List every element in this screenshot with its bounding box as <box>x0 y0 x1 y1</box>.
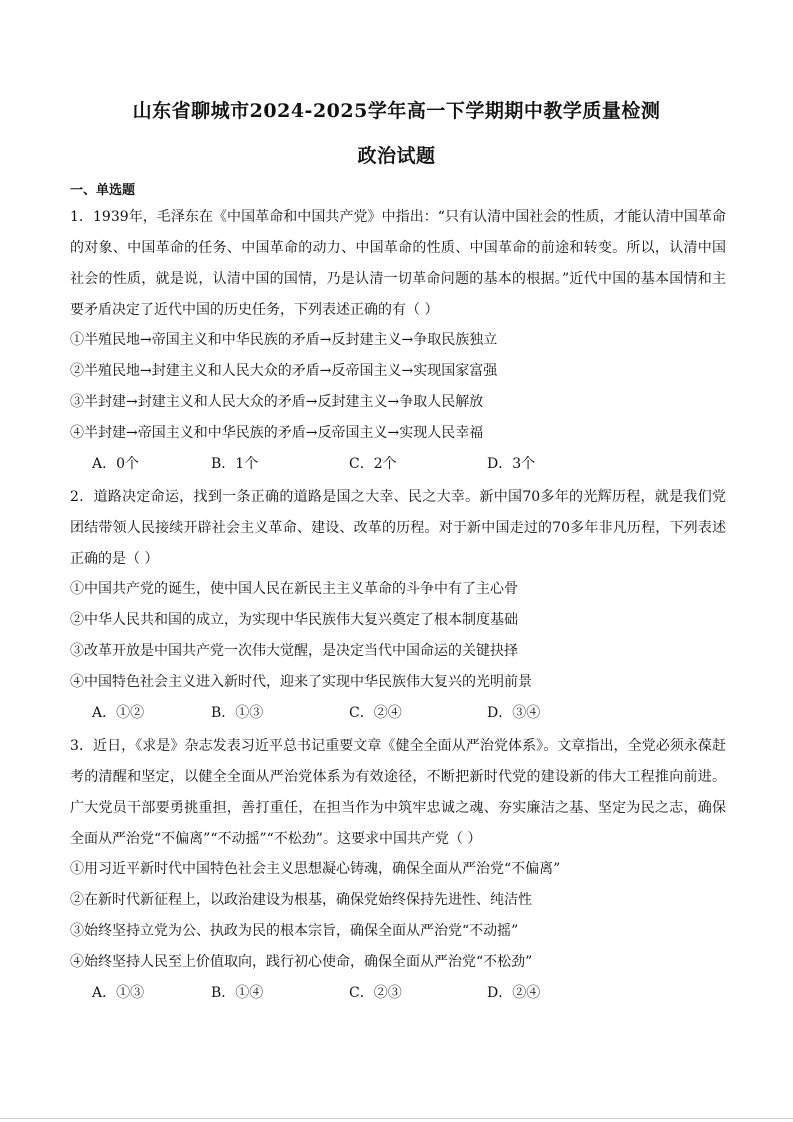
question-3-choice-b[interactable]: B．①④ <box>211 985 264 1001</box>
page-bottom-divider <box>0 1118 793 1119</box>
question-3-choice-c[interactable]: C．②③ <box>349 985 402 1001</box>
question-1-option-3: ③半封建→封建主义和人民大众的矛盾→反封建主义→争取人民解放 <box>70 394 484 410</box>
question-2-choice-a[interactable]: A．①② <box>92 705 145 721</box>
question-3-option-4: ④始终坚持人民至上价值取向，践行初心使命，确保全面从严治党“不松劲” <box>70 954 533 970</box>
question-2-choice-c[interactable]: C．②④ <box>349 705 402 721</box>
question-1-choice-d[interactable]: D．3个 <box>487 456 536 472</box>
question-1-choice-b[interactable]: B．1个 <box>211 456 259 472</box>
question-1-option-1: ①半殖民地→帝国主义和中华民族的矛盾→反封建主义→争取民族独立 <box>70 332 498 348</box>
question-3-choice-d[interactable]: D．②④ <box>487 985 541 1001</box>
question-2-choice-b[interactable]: B．①③ <box>211 705 264 721</box>
question-2-option-4: ④中国特色社会主义进入新时代，迎来了实现中华民族伟大复兴的光明前景 <box>70 674 532 690</box>
question-2-option-3: ③改革开放是中国共产党一次伟大觉醒，是决定当代中国命运的关键抉择 <box>70 643 518 659</box>
question-2-choice-d[interactable]: D．③④ <box>487 705 541 721</box>
question-1-stem: 1．1939年，毛泽东在《中国革命和中国共产党》中指出：“只有认清中国社会的性质，才能认清中国革命的对象、中国革命的任务、中国革命的动力、中国革命的性质、中国革命的前途和转变。所以，认清中国社会的性质，就是说，认清中国的国情，乃是认清一切革命问题的基本的根据。”近代中国的基本国情和主要矛盾决定了近代中国的历史任务，下列表述正确的有（ ） <box>70 209 726 318</box>
question-3-choice-a[interactable]: A．①③ <box>92 985 145 1001</box>
question-2-option-1: ①中国共产党的诞生，使中国人民在新民主主义革命的斗争中有了主心骨 <box>70 581 518 597</box>
question-1-option-2: ②半殖民地→封建主义和人民大众的矛盾→反帝国主义→实现国家富强 <box>70 363 498 379</box>
question-1-choice-c[interactable]: C．2个 <box>349 456 397 472</box>
question-3-stem: 3．近日，《求是》杂志发表习近平总书记重要文章《健全全面从严治党体系》。文章指出，全党必须永葆赶考的清醒和坚定，以健全全面从严治党体系为有效途径，不断把新时代党的建设新的伟大工程推向前进。广大党员干部要勇挑重担，善打重任，在担当作为中筑牢忠诚之魂、夯实廉洁之基、坚定为民之志，确保全面从严治党“不偏离”“不动摇”“不松劲”。这要求中国共产党（ ） <box>70 738 726 847</box>
question-3-option-2: ②在新时代新征程上，以政治建设为根基，确保党始终保持先进性、纯洁性 <box>70 892 532 908</box>
section-heading: 一、单选题 <box>70 183 136 198</box>
page-title: 山东省聊城市2024-2025学年高一下学期期中教学质量检测 <box>132 100 661 122</box>
question-2-stem: 2．道路决定命运，找到一条正确的道路是国之大幸、民之大幸。新中国70多年的光辉历程，就是我们党团结带领人民接续开辟社会主义革命、建设、改革的历程。对于新中国走过的70多年非凡历程，下列表述正确的是（ ） <box>70 489 726 567</box>
page-subtitle: 政治试题 <box>357 145 436 167</box>
question-3-option-1: ①用习近平新时代中国特色社会主义思想凝心铸魂，确保全面从严治党“不偏离” <box>70 861 561 877</box>
question-2-option-2: ②中华人民共和国的成立，为实现中华民族伟大复兴奠定了根本制度基础 <box>70 612 518 628</box>
question-1-choice-a[interactable]: A．0个 <box>92 456 140 472</box>
question-3-option-3: ③始终坚持立党为公、执政为民的根本宗旨，确保全面从严治党“不动摇” <box>70 923 519 939</box>
question-1-option-4: ④半封建→帝国主义和中华民族的矛盾→反帝国主义→实现人民幸福 <box>70 425 484 441</box>
